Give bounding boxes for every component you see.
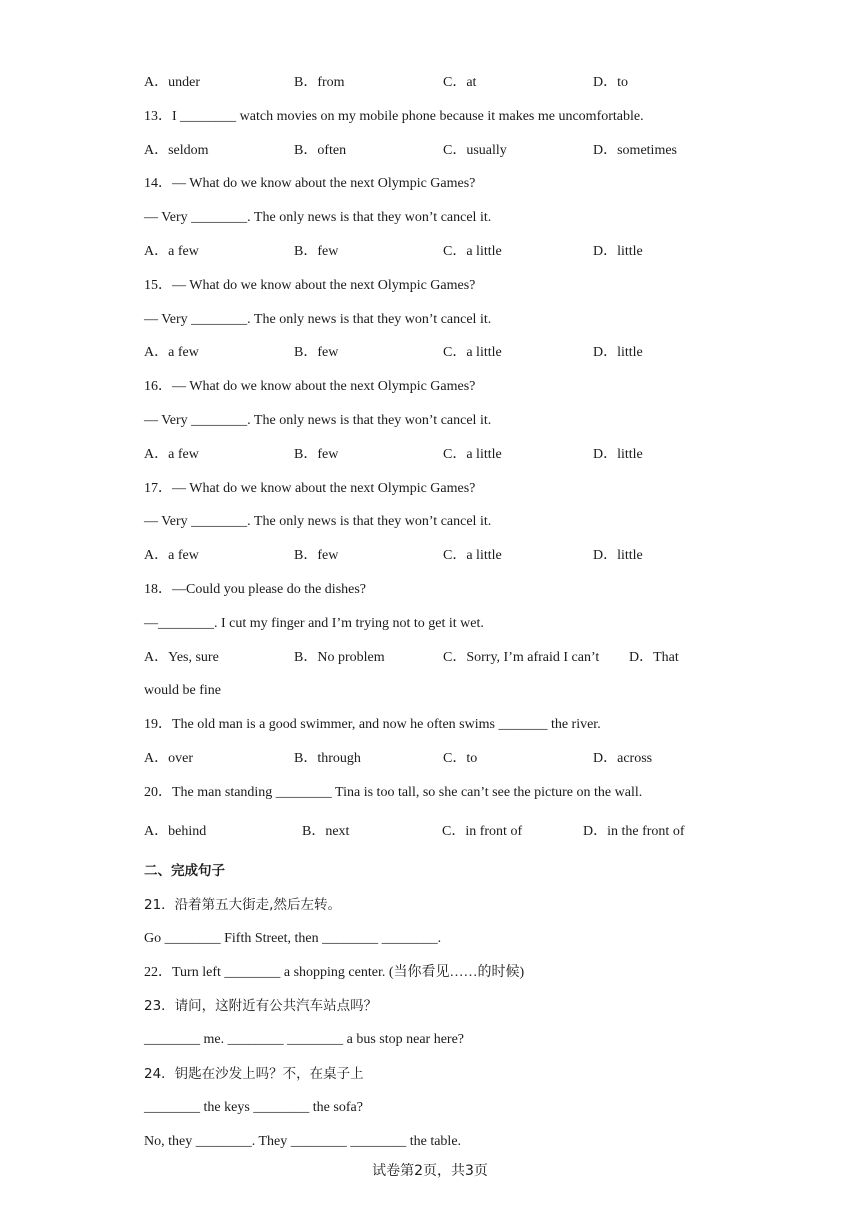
option-c: C．a little <box>443 447 502 462</box>
option-b: B．No problem <box>294 650 385 665</box>
option-d: D．to <box>593 75 628 90</box>
question-18-reply: —________. I cut my finger and I’m trying not to get it wet. <box>144 616 484 631</box>
option-b: B．next <box>302 824 350 839</box>
option-d: D．little <box>593 244 643 259</box>
option-d: D．That <box>629 650 679 665</box>
option-d: D．little <box>593 345 643 360</box>
option-b: B．from <box>294 75 345 90</box>
option-a: A．behind <box>144 824 207 839</box>
question-21-stem: 21．沿着第五大街走,然后左转。 <box>144 897 341 913</box>
option-c: C．at <box>443 75 477 90</box>
question-20-stem: 20．The man standing ________ Tina is too tall, so she can’t see the picture on the wall. <box>144 785 643 800</box>
option-d: D．in the front of <box>583 824 685 839</box>
option-c: C．to <box>443 751 478 766</box>
page-footer: 试卷第2页，共3页 <box>372 1163 488 1179</box>
option-b: B．few <box>294 548 339 563</box>
option-a: A．a few <box>144 345 199 360</box>
question-17-reply: — Very ________. The only news is that they won’t cancel it. <box>144 514 492 529</box>
question-16-stem: 16．— What do we know about the next Olympic Games? <box>144 379 476 394</box>
question-13-stem: 13．I ________ watch movies on my mobile phone because it makes me uncomfortable. <box>144 109 644 124</box>
option-c: C．in front of <box>442 824 523 839</box>
option-d: D．across <box>593 751 653 766</box>
option-a: A．seldom <box>144 143 209 158</box>
option-b: B．few <box>294 447 339 462</box>
question-24-answer-1: ________ the keys ________ the sofa? <box>144 1100 363 1115</box>
option-a: A．over <box>144 751 193 766</box>
option-a: A．under <box>144 75 200 90</box>
option-a: A．Yes, sure <box>144 650 219 665</box>
option-c: C．usually <box>443 143 507 158</box>
option-d: D．little <box>593 548 643 563</box>
option-d: D．little <box>593 447 643 462</box>
option-b: B．few <box>294 345 339 360</box>
question-16-reply: — Very ________. The only news is that they won’t cancel it. <box>144 413 492 428</box>
option-d-continued: would be fine <box>144 683 221 698</box>
option-b: B．few <box>294 244 339 259</box>
question-23-answer: ________ me. ________ ________ a bus stop near here? <box>144 1032 464 1047</box>
question-24-stem: 24．钥匙在沙发上吗？不，在桌子上 <box>144 1066 364 1082</box>
question-14-reply: — Very ________. The only news is that they won’t cancel it. <box>144 210 492 225</box>
option-c: C．Sorry, I’m afraid I can’t <box>443 650 600 665</box>
option-b: B．often <box>294 143 347 158</box>
option-c: C．a little <box>443 244 502 259</box>
option-c: C．a little <box>443 345 502 360</box>
question-24-answer-2: No, they ________. They ________ ________ the table. <box>144 1134 462 1149</box>
option-a: A．a few <box>144 244 199 259</box>
option-c: C．a little <box>443 548 502 563</box>
question-14-stem: 14．— What do we know about the next Olympic Games? <box>144 176 476 191</box>
option-b: B．through <box>294 751 361 766</box>
question-22-stem: 22．Turn left ________ a shopping center. (当你看见……的时候) <box>144 965 525 980</box>
question-23-stem: 23．请问，这附近有公共汽车站点吗？ <box>144 998 378 1014</box>
option-a: A．a few <box>144 447 199 462</box>
question-17-stem: 17．— What do we know about the next Olympic Games? <box>144 481 476 496</box>
question-19-stem: 19．The old man is a good swimmer, and now he often swims _______ the river. <box>144 717 601 732</box>
question-15-stem: 15．— What do we know about the next Olympic Games? <box>144 278 476 293</box>
question-18-stem: 18．—Could you please do the dishes? <box>144 582 367 597</box>
section-heading: 二、完成句子 <box>144 863 225 879</box>
option-a: A．a few <box>144 548 199 563</box>
question-21-answer: Go ________ Fifth Street, then ________ ________. <box>144 931 442 946</box>
question-15-reply: — Very ________. The only news is that they won’t cancel it. <box>144 312 492 327</box>
option-d: D．sometimes <box>593 143 677 158</box>
